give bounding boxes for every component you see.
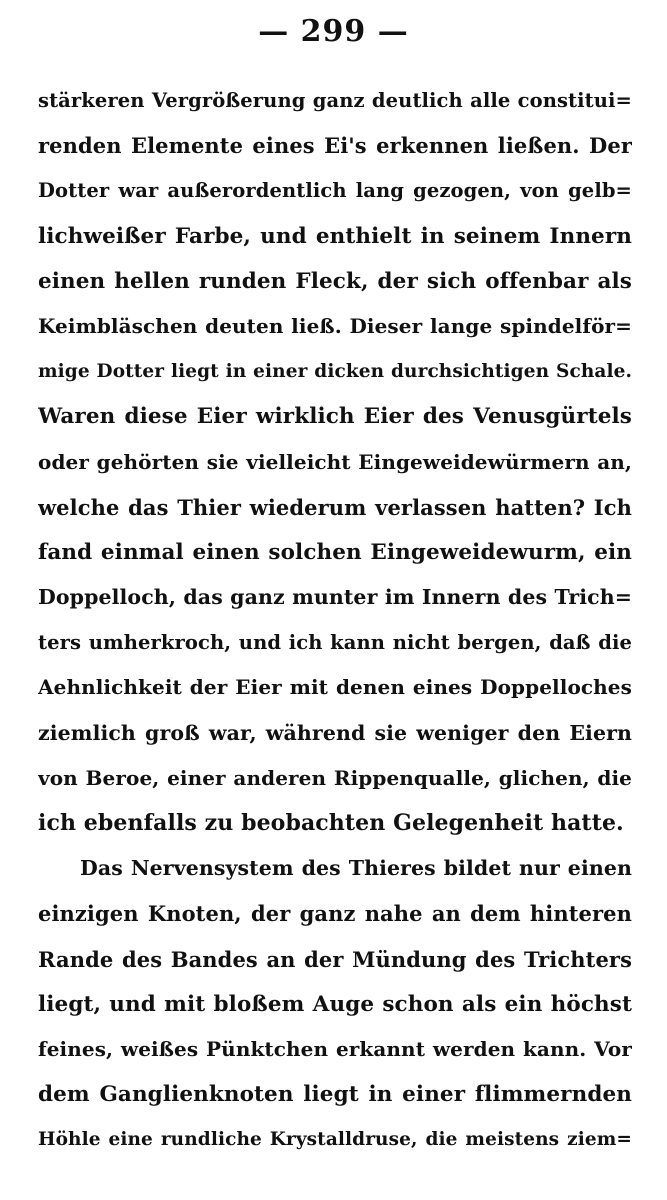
text-line: Höhle eine rundliche Krystalldruse, die meistens ziem=: [38, 1129, 632, 1151]
text-line: Doppelloch, das ganz munter im Innern des Trich=: [38, 585, 632, 610]
text-line: ziemlich groß war, während sie weniger den Eiern: [38, 720, 632, 745]
text-line: dem Ganglienknoten liegt in einer flimmernden: [38, 1082, 632, 1108]
text-line: stärkeren Vergrößerung ganz deutlich alle constitui=: [38, 89, 632, 112]
text-line: lichweißer Farbe, und enthielt in seinem Innern: [38, 223, 632, 249]
text-line: einen hellen runden Fleck, der sich offenbar als: [38, 268, 632, 294]
text-line: oder gehörten sie vielleicht Eingeweidewürmern an,: [38, 449, 632, 474]
text-line: Dotter war außerordentlich lang gezogen, von gelb=: [38, 179, 632, 203]
text-line: liegt, und mit bloßem Auge schon als ein höchst: [38, 991, 632, 1017]
text-line: ich ebenfalls zu beobachten Gelegenheit hatte.: [38, 810, 624, 836]
text-line: renden Elemente eines Ei's erkennen ließen. Der: [38, 133, 632, 159]
text-line: Keimbläschen deuten ließ. Dieser lange spindelför=: [38, 313, 632, 338]
text-line: Das Nervensystem des Thieres bildet nur einen: [80, 856, 632, 881]
text-line: Rande des Bandes an der Mündung des Trichters: [38, 946, 632, 972]
text-line: fand einmal einen solchen Eingeweidewurm, ein: [38, 539, 632, 565]
text-line: Waren diese Eier wirklich Eier des Venusgürtels: [38, 404, 632, 430]
text-line: feines, weißes Pünktchen erkannt werden kann. Vor: [38, 1036, 632, 1061]
paragraph-1: [38, 78, 632, 846]
paragraph-2: [38, 846, 632, 1162]
text-line: Aehnlichkeit der Eier mit denen eines Doppelloches: [38, 675, 632, 700]
text-line: von Beroe, einer anderen Rippenqualle, glichen, die: [38, 765, 632, 790]
page-body: [38, 78, 632, 1163]
text-line: mige Dotter liegt in einer dicken durchsichtigen Schale.: [38, 361, 632, 383]
text-line: einzigen Knoten, der ganz nahe an dem hinteren: [38, 901, 632, 927]
text-line: welche das Thier wiederum verlassen hatten? Ich: [38, 494, 632, 520]
page-number: — 299 —: [258, 14, 409, 49]
text-line: ters umherkroch, und ich kann nicht bergen, daß die: [38, 631, 632, 655]
